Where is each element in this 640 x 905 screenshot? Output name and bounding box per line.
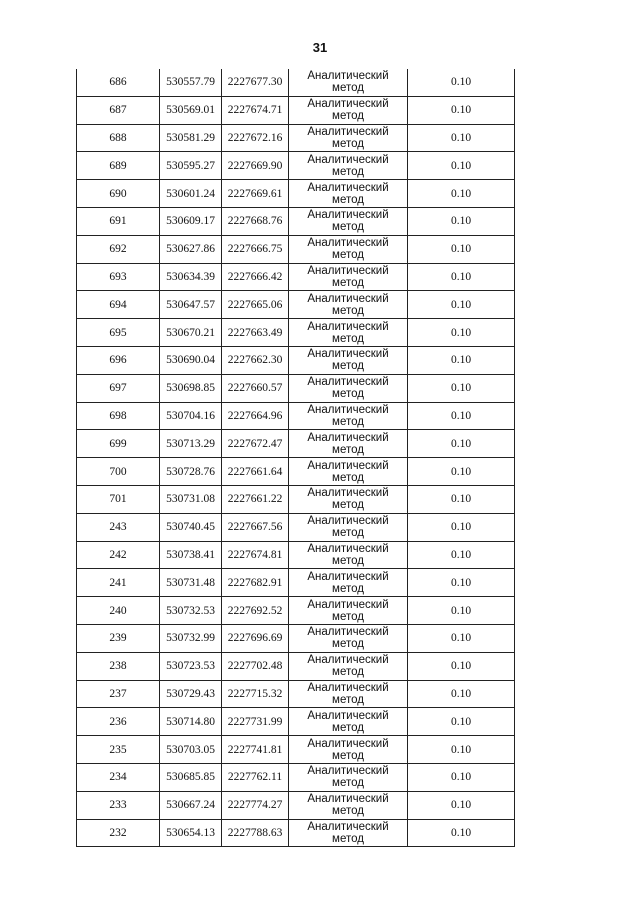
table-row: [77, 819, 515, 847]
table-row: [77, 207, 515, 235]
accuracy-cell: 0.10: [408, 402, 515, 430]
method-cell: [289, 736, 408, 764]
method-line-2: метод: [332, 304, 364, 317]
method-line-2: метод: [332, 554, 364, 567]
table-row: [77, 763, 515, 791]
point-number-cell: 232: [77, 819, 160, 847]
method-line-2: метод: [332, 110, 364, 123]
method-cell: [289, 96, 408, 124]
accuracy-cell: 0.10: [408, 152, 515, 180]
accuracy-cell: 0.10: [408, 374, 515, 402]
y-coordinate-cell: 2227674.81: [222, 541, 289, 569]
x-coordinate-cell: 530685.85: [160, 763, 222, 791]
method-line-2: метод: [332, 527, 364, 540]
y-coordinate-cell: 2227672.16: [222, 124, 289, 152]
point-number-cell: 701: [77, 485, 160, 513]
x-coordinate-cell: 530627.86: [160, 235, 222, 263]
table-row: [77, 708, 515, 736]
method-line-1: Аналитический: [307, 459, 389, 472]
method-line-1: Аналитический: [307, 598, 389, 611]
accuracy-cell: 0.10: [408, 736, 515, 764]
method-cell: [289, 569, 408, 597]
method-line-1: Аналитический: [307, 181, 389, 194]
point-number-cell: 696: [77, 346, 160, 374]
accuracy-cell: 0.10: [408, 263, 515, 291]
table-row: [77, 513, 515, 541]
method-cell: [289, 346, 408, 374]
table-row: [77, 319, 515, 347]
x-coordinate-cell: 530569.01: [160, 96, 222, 124]
x-coordinate-cell: 530740.45: [160, 513, 222, 541]
x-coordinate-cell: 530732.53: [160, 597, 222, 625]
accuracy-cell: 0.10: [408, 791, 515, 819]
x-coordinate-cell: 530713.29: [160, 430, 222, 458]
table-row: [77, 680, 515, 708]
table-row: [77, 124, 515, 152]
accuracy-cell: 0.10: [408, 346, 515, 374]
method-cell: [289, 207, 408, 235]
table-row: [77, 430, 515, 458]
method-line-1: Аналитический: [307, 98, 389, 111]
point-number-cell: 699: [77, 430, 160, 458]
table-row: [77, 69, 515, 96]
x-coordinate-cell: 530732.99: [160, 624, 222, 652]
method-line-1: Аналитический: [307, 709, 389, 722]
point-number-cell: 690: [77, 180, 160, 208]
method-line-1: Аналитический: [307, 737, 389, 750]
y-coordinate-cell: 2227715.32: [222, 680, 289, 708]
table-row: [77, 597, 515, 625]
x-coordinate-cell: 530731.08: [160, 485, 222, 513]
point-number-cell: 692: [77, 235, 160, 263]
accuracy-cell: 0.10: [408, 458, 515, 486]
method-line-2: метод: [332, 582, 364, 595]
method-line-2: метод: [332, 721, 364, 734]
point-number-cell: 700: [77, 458, 160, 486]
point-number-cell: 693: [77, 263, 160, 291]
accuracy-cell: 0.10: [408, 319, 515, 347]
method-line-1: Аналитический: [307, 793, 389, 806]
x-coordinate-cell: 530698.85: [160, 374, 222, 402]
y-coordinate-cell: 2227682.91: [222, 569, 289, 597]
method-cell: [289, 791, 408, 819]
point-number-cell: 686: [77, 69, 160, 96]
y-coordinate-cell: 2227788.63: [222, 819, 289, 847]
method-line-1: Аналитический: [307, 209, 389, 222]
method-line-2: метод: [332, 499, 364, 512]
method-line-2: метод: [332, 165, 364, 178]
accuracy-cell: 0.10: [408, 680, 515, 708]
method-line-2: метод: [332, 805, 364, 818]
coordinates-table-body: [77, 69, 515, 847]
method-cell: [289, 69, 408, 96]
y-coordinate-cell: 2227702.48: [222, 652, 289, 680]
accuracy-cell: 0.10: [408, 819, 515, 847]
method-cell: [289, 319, 408, 347]
table-row: [77, 485, 515, 513]
point-number-cell: 242: [77, 541, 160, 569]
method-cell: [289, 819, 408, 847]
y-coordinate-cell: 2227662.30: [222, 346, 289, 374]
table-row: [77, 624, 515, 652]
method-line-1: Аналитический: [307, 292, 389, 305]
method-cell: [289, 485, 408, 513]
accuracy-cell: 0.10: [408, 430, 515, 458]
accuracy-cell: 0.10: [408, 235, 515, 263]
method-cell: [289, 263, 408, 291]
x-coordinate-cell: 530731.48: [160, 569, 222, 597]
x-coordinate-cell: 530729.43: [160, 680, 222, 708]
point-number-cell: 238: [77, 652, 160, 680]
method-line-1: Аналитический: [307, 820, 389, 833]
point-number-cell: 235: [77, 736, 160, 764]
method-line-1: Аналитический: [307, 264, 389, 277]
y-coordinate-cell: 2227664.96: [222, 402, 289, 430]
method-cell: [289, 624, 408, 652]
table-row: [77, 402, 515, 430]
table-row: [77, 263, 515, 291]
y-coordinate-cell: 2227660.57: [222, 374, 289, 402]
y-coordinate-cell: 2227661.64: [222, 458, 289, 486]
point-number-cell: 689: [77, 152, 160, 180]
method-line-2: метод: [332, 749, 364, 762]
method-line-2: метод: [332, 638, 364, 651]
y-coordinate-cell: 2227741.81: [222, 736, 289, 764]
method-cell: [289, 374, 408, 402]
point-number-cell: 236: [77, 708, 160, 736]
point-number-cell: 239: [77, 624, 160, 652]
method-line-2: метод: [332, 276, 364, 289]
method-line-1: Аналитический: [307, 348, 389, 361]
method-line-2: метод: [332, 777, 364, 790]
table-row: [77, 96, 515, 124]
point-number-cell: 241: [77, 569, 160, 597]
method-cell: [289, 680, 408, 708]
method-line-2: метод: [332, 666, 364, 679]
method-line-1: Аналитический: [307, 542, 389, 555]
x-coordinate-cell: 530703.05: [160, 736, 222, 764]
method-cell: [289, 513, 408, 541]
y-coordinate-cell: 2227696.69: [222, 624, 289, 652]
point-number-cell: 233: [77, 791, 160, 819]
x-coordinate-cell: 530723.53: [160, 652, 222, 680]
y-coordinate-cell: 2227668.76: [222, 207, 289, 235]
method-line-2: метод: [332, 693, 364, 706]
accuracy-cell: 0.10: [408, 708, 515, 736]
point-number-cell: 695: [77, 319, 160, 347]
method-line-2: метод: [332, 249, 364, 262]
method-cell: [289, 597, 408, 625]
y-coordinate-cell: 2227731.99: [222, 708, 289, 736]
method-line-1: Аналитический: [307, 681, 389, 694]
x-coordinate-cell: 530581.29: [160, 124, 222, 152]
method-cell: [289, 430, 408, 458]
table-row: [77, 791, 515, 819]
point-number-cell: 688: [77, 124, 160, 152]
point-number-cell: 240: [77, 597, 160, 625]
table-row: [77, 235, 515, 263]
x-coordinate-cell: 530728.76: [160, 458, 222, 486]
method-line-2: метод: [332, 415, 364, 428]
method-cell: [289, 541, 408, 569]
y-coordinate-cell: 2227666.42: [222, 263, 289, 291]
y-coordinate-cell: 2227677.30: [222, 69, 289, 96]
x-coordinate-cell: 530670.21: [160, 319, 222, 347]
point-number-cell: 687: [77, 96, 160, 124]
accuracy-cell: 0.10: [408, 569, 515, 597]
y-coordinate-cell: 2227774.27: [222, 791, 289, 819]
y-coordinate-cell: 2227663.49: [222, 319, 289, 347]
point-number-cell: 691: [77, 207, 160, 235]
accuracy-cell: 0.10: [408, 96, 515, 124]
accuracy-cell: 0.10: [408, 597, 515, 625]
table-row: [77, 458, 515, 486]
method-cell: [289, 763, 408, 791]
x-coordinate-cell: 530595.27: [160, 152, 222, 180]
method-line-1: Аналитический: [307, 125, 389, 138]
method-line-2: метод: [332, 221, 364, 234]
accuracy-cell: 0.10: [408, 763, 515, 791]
point-number-cell: 243: [77, 513, 160, 541]
x-coordinate-cell: 530690.04: [160, 346, 222, 374]
y-coordinate-cell: 2227669.61: [222, 180, 289, 208]
point-number-cell: 698: [77, 402, 160, 430]
x-coordinate-cell: 530557.79: [160, 69, 222, 96]
x-coordinate-cell: 530601.24: [160, 180, 222, 208]
method-cell: [289, 235, 408, 263]
y-coordinate-cell: 2227762.11: [222, 763, 289, 791]
method-line-1: Аналитический: [307, 70, 389, 83]
x-coordinate-cell: 530647.57: [160, 291, 222, 319]
method-line-1: Аналитический: [307, 654, 389, 667]
method-cell: [289, 708, 408, 736]
table-row: [77, 652, 515, 680]
accuracy-cell: 0.10: [408, 291, 515, 319]
method-cell: [289, 652, 408, 680]
table-row: [77, 736, 515, 764]
table-row: [77, 180, 515, 208]
x-coordinate-cell: 530667.24: [160, 791, 222, 819]
x-coordinate-cell: 530634.39: [160, 263, 222, 291]
table-row: [77, 346, 515, 374]
method-line-2: метод: [332, 832, 364, 845]
accuracy-cell: 0.10: [408, 207, 515, 235]
accuracy-cell: 0.10: [408, 69, 515, 96]
table-row: [77, 374, 515, 402]
method-line-1: Аналитический: [307, 570, 389, 583]
accuracy-cell: 0.10: [408, 624, 515, 652]
y-coordinate-cell: 2227674.71: [222, 96, 289, 124]
method-line-1: Аналитический: [307, 320, 389, 333]
method-line-2: метод: [332, 332, 364, 345]
accuracy-cell: 0.10: [408, 180, 515, 208]
accuracy-cell: 0.10: [408, 485, 515, 513]
table-row: [77, 291, 515, 319]
method-line-1: Аналитический: [307, 376, 389, 389]
method-line-2: метод: [332, 360, 364, 373]
y-coordinate-cell: 2227672.47: [222, 430, 289, 458]
coordinates-table: [76, 69, 515, 847]
method-line-1: Аналитический: [307, 626, 389, 639]
point-number-cell: 694: [77, 291, 160, 319]
method-line-2: метод: [332, 388, 364, 401]
y-coordinate-cell: 2227669.90: [222, 152, 289, 180]
x-coordinate-cell: 530654.13: [160, 819, 222, 847]
accuracy-cell: 0.10: [408, 124, 515, 152]
method-cell: [289, 291, 408, 319]
accuracy-cell: 0.10: [408, 513, 515, 541]
y-coordinate-cell: 2227665.06: [222, 291, 289, 319]
method-line-1: Аналитический: [307, 431, 389, 444]
point-number-cell: 697: [77, 374, 160, 402]
x-coordinate-cell: 530738.41: [160, 541, 222, 569]
method-line-2: метод: [332, 193, 364, 206]
method-line-2: метод: [332, 610, 364, 623]
method-cell: [289, 152, 408, 180]
method-cell: [289, 402, 408, 430]
table-row: [77, 569, 515, 597]
table-row: [77, 152, 515, 180]
y-coordinate-cell: 2227692.52: [222, 597, 289, 625]
method-line-1: Аналитический: [307, 765, 389, 778]
accuracy-cell: 0.10: [408, 541, 515, 569]
method-cell: [289, 124, 408, 152]
y-coordinate-cell: 2227661.22: [222, 485, 289, 513]
method-line-1: Аналитический: [307, 153, 389, 166]
table-row: [77, 541, 515, 569]
point-number-cell: 237: [77, 680, 160, 708]
x-coordinate-cell: 530609.17: [160, 207, 222, 235]
accuracy-cell: 0.10: [408, 652, 515, 680]
method-line-2: метод: [332, 82, 364, 95]
method-line-1: Аналитический: [307, 487, 389, 500]
method-cell: [289, 458, 408, 486]
y-coordinate-cell: 2227666.75: [222, 235, 289, 263]
x-coordinate-cell: 530714.80: [160, 708, 222, 736]
method-line-1: Аналитический: [307, 403, 389, 416]
method-line-1: Аналитический: [307, 237, 389, 250]
method-line-2: метод: [332, 137, 364, 150]
y-coordinate-cell: 2227667.56: [222, 513, 289, 541]
page-number: 31: [312, 40, 328, 55]
method-line-1: Аналитический: [307, 515, 389, 528]
x-coordinate-cell: 530704.16: [160, 402, 222, 430]
method-cell: [289, 180, 408, 208]
method-line-2: метод: [332, 471, 364, 484]
point-number-cell: 234: [77, 763, 160, 791]
method-line-2: метод: [332, 443, 364, 456]
